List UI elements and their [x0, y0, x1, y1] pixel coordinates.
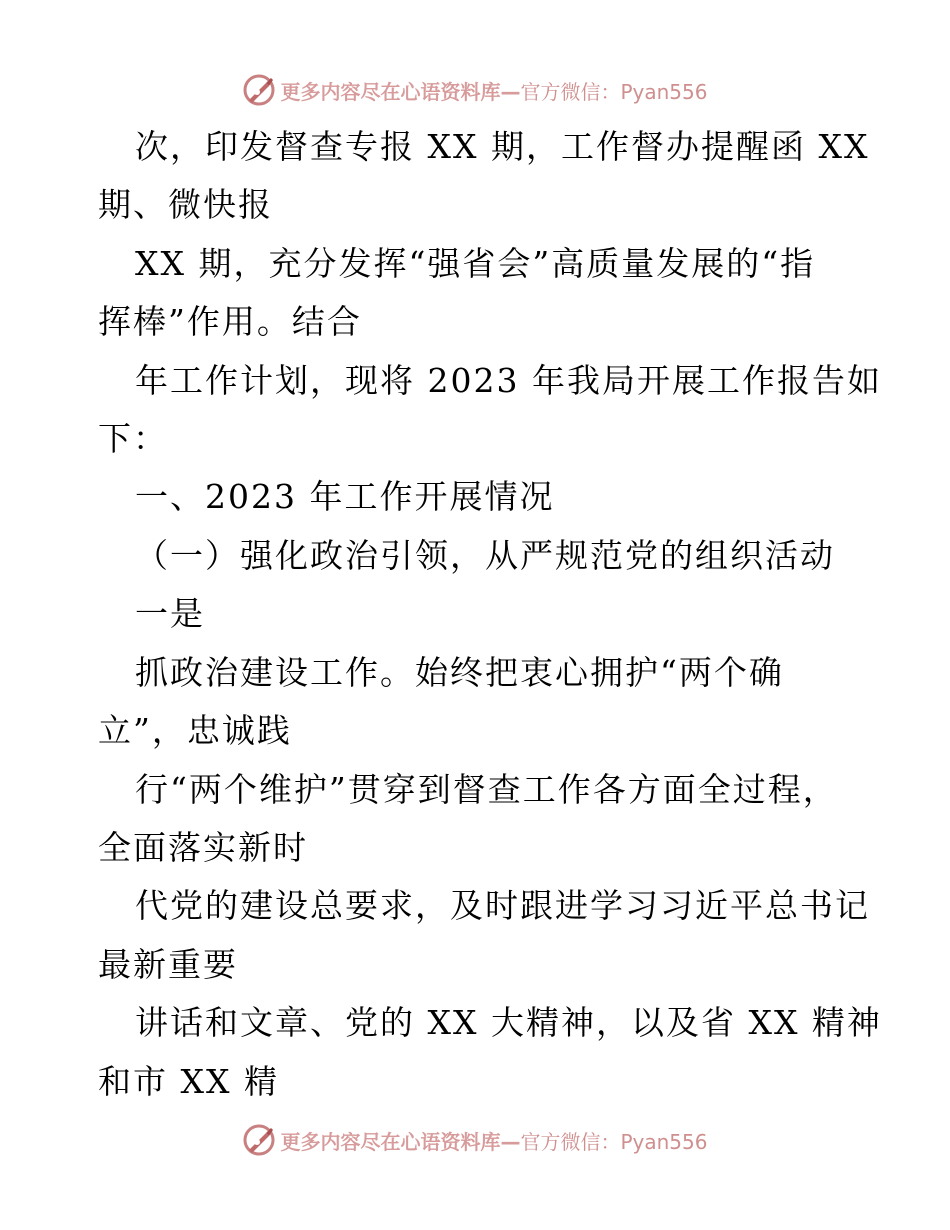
header-wechat-text: 官方微信：Pyan556 — [520, 79, 708, 104]
subsection-heading: （一）强化政治引领，从严规范党的组织活动 — [135, 536, 835, 575]
body-line-17: 和市 XX 精 — [98, 1062, 279, 1101]
body-line-12: 行“两个维护”贯穿到督查工作各方面全过程， — [135, 770, 838, 809]
section-heading: 一、2023 年工作开展情况 — [135, 477, 555, 516]
body-line-1: 次，印发督查专报 XX 期，工作督办提醒函 XX — [135, 127, 870, 166]
footer-wechat-text: 官方微信：Pyan556 — [520, 1129, 708, 1154]
body-line-13: 全面落实新时 — [98, 828, 308, 867]
body-line-16: 讲话和文章、党的 XX 大精神，以及省 XX 精神 — [135, 1003, 882, 1042]
body-line-15: 最新重要 — [98, 945, 238, 984]
body-line-9: 一是 — [135, 594, 205, 633]
body-line-11: 立”，忠诚践 — [98, 711, 292, 750]
body-line-3: XX 期，充分发挥“强省会”高质量发展的“指 — [135, 244, 816, 283]
body-line-4: 挥棒”作用。结合 — [98, 302, 362, 341]
body-line-6: 下： — [98, 419, 168, 458]
body-line-14: 代党的建设总要求，及时跟进学习习近平总书记 — [135, 886, 870, 925]
header-watermark-text: 更多内容尽在心语资料库— — [280, 79, 521, 104]
footer-watermark — [0, 1120, 950, 1160]
pen-logo-icon — [242, 1123, 276, 1157]
body-line-5: 年工作计划，现将 2023 年我局开展工作报告如 — [135, 361, 882, 400]
footer-watermark-text: 更多内容尽在心语资料库— — [280, 1129, 521, 1154]
body-line-10: 抓政治建设工作。始终把衷心拥护“两个确 — [135, 653, 784, 692]
body-line-2: 期、微快报 — [98, 185, 273, 224]
